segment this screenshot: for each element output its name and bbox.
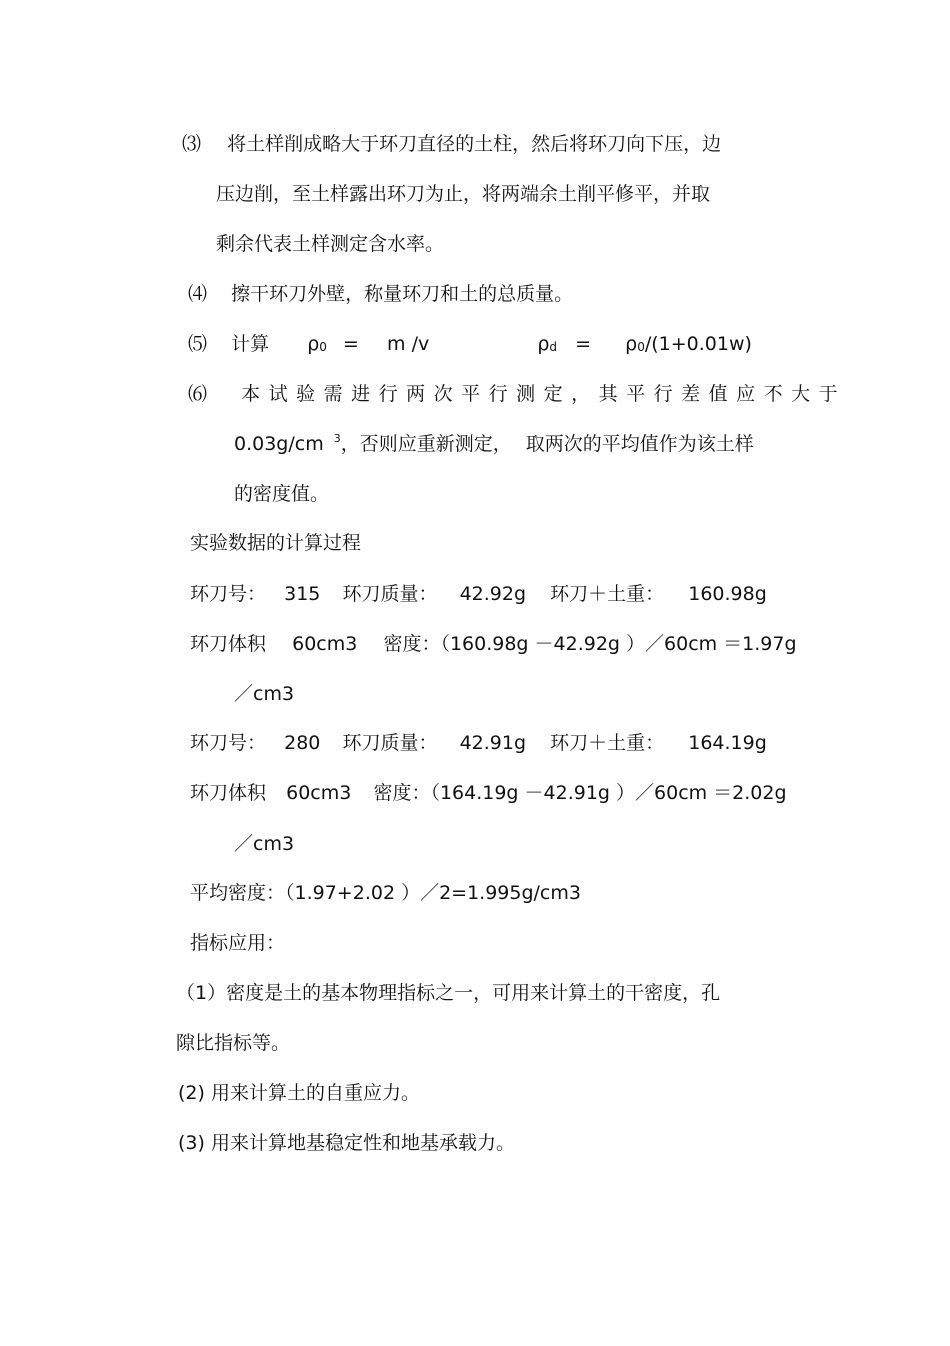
ring-1-mass: 42.92g xyxy=(459,583,527,605)
equals-2: = xyxy=(575,333,592,355)
dry-density-formula-tail: /(1+0.01w) xyxy=(644,333,752,355)
ring-1-density-expression: 密度：（160.98g －42.92g ）／60cm ＝1.97g xyxy=(383,633,797,655)
ring-1-info xyxy=(190,581,767,607)
step-6-text-2b: 取两次的平均值作为该土样 xyxy=(525,433,754,455)
ring-1-total-label: 环刀＋土重： xyxy=(550,583,665,605)
ring-2-density-expression: 密度：（164.19g －42.91g ）／60cm ＝2.02g xyxy=(373,782,787,804)
step-6-tolerance: 0.03g/cm xyxy=(234,433,324,455)
step-6-line-3: 的密度值。 xyxy=(234,483,330,505)
step-5-marker: ⑸ xyxy=(188,333,208,355)
ring-1-volume-label: 环刀体积 xyxy=(190,633,267,655)
step-4-line xyxy=(188,281,573,307)
ring-1-density-unit: ／cm3 xyxy=(234,683,295,705)
application-heading: 指标应用： xyxy=(190,932,286,954)
application-2: (2) 用来计算土的自重应力。 xyxy=(178,1082,420,1104)
ring-2-volume: 60cm3 xyxy=(286,782,352,804)
ring-1-number: 315 xyxy=(284,583,321,605)
step-4-marker: ⑷ xyxy=(188,283,208,305)
step-6-text-2a: ，否则应重新测定， xyxy=(340,433,512,455)
ring-1-density xyxy=(190,631,797,657)
step-3-line-2: 压边削，至土样露出环刀为止，将两端余土削平修平，并取 xyxy=(216,183,711,205)
step-3-line-1 xyxy=(182,131,721,157)
wet-density-subscript: 0 xyxy=(319,340,327,354)
ring-2-number: 280 xyxy=(284,732,321,754)
step-6-text-1: 本试验需进行两次平行测定，其平行差值应不大于 xyxy=(241,383,847,405)
ring-2-mass: 42.91g xyxy=(459,732,527,754)
step-6-marker: ⑹ xyxy=(188,383,208,405)
ring-2-total: 164.19g xyxy=(688,732,767,754)
ring-1-number-label: 环刀号： xyxy=(190,583,267,605)
step-3-line-3: 剩余代表土样测定含水率。 xyxy=(216,233,445,255)
dry-density-rho-subscript: 0 xyxy=(637,340,645,354)
equals-1: = xyxy=(343,333,359,355)
ring-2-density-unit: ／cm3 xyxy=(234,833,295,855)
application-1-line-1: （1）密度是土的基本物理指标之一，可用来计算土的干密度，孔 xyxy=(176,982,721,1004)
step-5-formula-line xyxy=(188,331,752,359)
step-3-text-1: 将土样削成略大于环刀直径的土柱，然后将环刀向下压，边 xyxy=(227,133,722,155)
ring-2-total-label: 环刀＋土重： xyxy=(550,732,665,754)
wet-density-symbol: ρ xyxy=(307,333,320,355)
step-6-line-1 xyxy=(188,381,846,407)
ring-2-volume-label: 环刀体积 xyxy=(190,782,267,804)
step-3-marker: ⑶ xyxy=(182,133,202,155)
ring-2-density xyxy=(190,780,787,806)
average-density: 平均密度：（1.97+2.02 ）／2=1.995g/cm3 xyxy=(190,882,581,904)
application-1-line-2: 隙比指标等。 xyxy=(176,1032,291,1054)
dry-density-symbol: ρ xyxy=(537,333,550,355)
mass-over-volume: m /v xyxy=(387,333,430,355)
ring-2-info xyxy=(190,730,767,756)
step-6-cube-superscript: 3 xyxy=(333,432,341,445)
step-4-text: 擦干环刀外壁，称量环刀和土的总质量。 xyxy=(231,283,574,305)
ring-2-mass-label: 环刀质量： xyxy=(342,732,438,754)
ring-1-volume: 60cm3 xyxy=(292,633,358,655)
application-3: (3) 用来计算地基稳定性和地基承载力。 xyxy=(178,1132,515,1154)
dry-density-rho: ρ xyxy=(625,333,638,355)
ring-1-total: 160.98g xyxy=(688,583,767,605)
ring-2-number-label: 环刀号： xyxy=(190,732,267,754)
step-5-label: 计算 xyxy=(231,333,270,355)
calc-heading: 实验数据的计算过程 xyxy=(190,532,362,554)
dry-density-subscript: d xyxy=(549,340,558,354)
step-6-line-2 xyxy=(234,431,754,460)
ring-1-mass-label: 环刀质量： xyxy=(342,583,438,605)
